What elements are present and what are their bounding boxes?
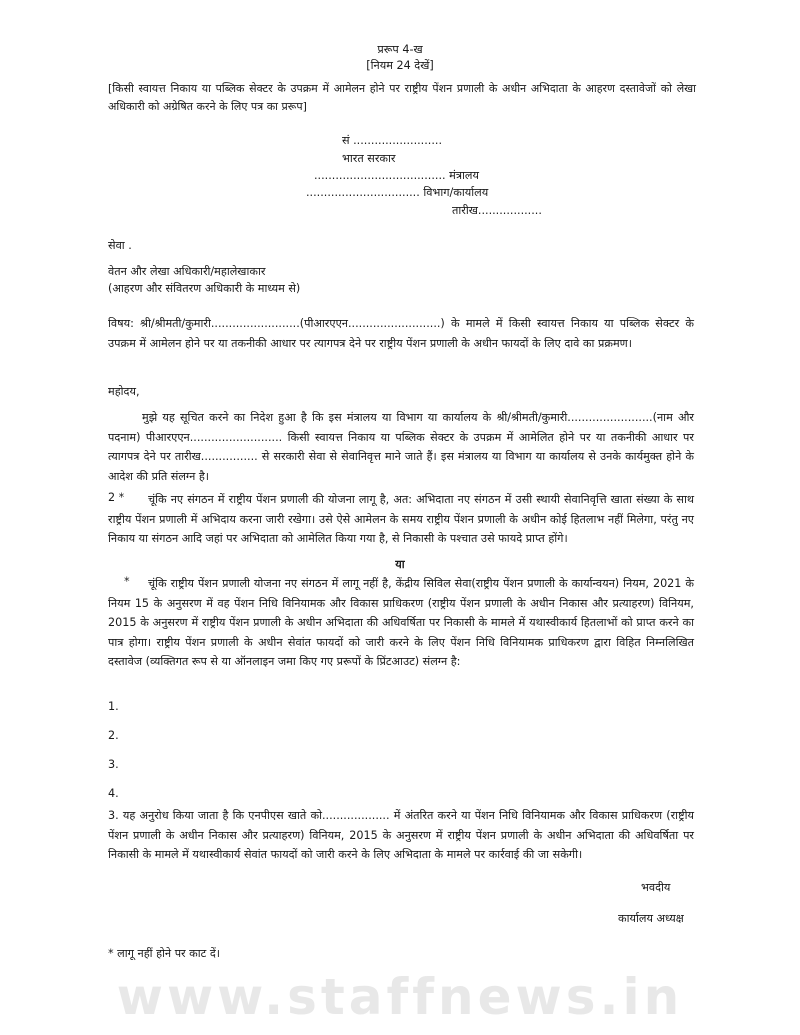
form-title: [किसी स्वायत्त निकाय या पब्लिक सेक्टर के उपक्रम में आमेलन होने पर राष्ट्रीय पेंशन प्रणाली के अधीन अभिदाता के आहरण दस्तावेजों को लेखा अधिकारी को अग्रेषित करने के लिए पत्र का प्ररूप] [108, 82, 696, 114]
attachment-item: 2. [108, 729, 119, 742]
ministry-line: ..................................... मंत्रालय [314, 169, 479, 182]
paragraph-2-number: 2 * [108, 491, 125, 504]
form-number: प्ररूप 4-ख [377, 43, 423, 56]
letter-number-line: सं ......................... [342, 134, 443, 147]
paragraph-2b-marker: * [124, 575, 130, 588]
paragraph-1: मुझे यह सूचित करने का निदेश हुआ है कि इस मंत्रालय या विभाग या कार्यालय के श्री/श्रीमती/कुमारी........................(नाम और पदनाम) पीआरएएन.......................... किसी स्वायत्त निकाय या पब्लिक सेक्टर के उपक्रम में आमेलित होने पर या तकनीकी आधार पर त्यागपत्र देने पर तारीख................ से सरकारी सेवा से सेवानिवृत्त माने जाते हैं। इस मंत्रालय या विभाग या कार्यालय से उनके कार्यमुक्त होने के आदेश की प्रति संलग्न है। [108, 411, 694, 483]
department-line: ................................ विभाग/कार्यालय [306, 186, 489, 199]
closing: भवदीय [641, 881, 671, 894]
attachment-item: 1. [108, 700, 119, 713]
paragraph-2b: चूंकि राष्ट्रीय पेंशन प्रणाली योजना नए संगठन में लागू नहीं है, केंद्रीय सिविल सेवा(राष्ट्रीय पेंशन प्रणाली के कार्यान्वयन) नियम, 2021 के नियम 15 के अनुसरण में वह पेंशन निधि विनियामक और विकास प्राधिकरण (राष्ट्रीय पेंशन प्रणाली के अधीन निकास और प्रत्याहरण) विनियम, 2015 के अनुसरण में राष्ट्रीय पेंशन प्रणाली के अधीन अभिदाता की अधिवर्षिता पर निकासी के मामले में यथास्वीकार्य हितलाभों को प्राप्त करने का पात्र होगा। राष्ट्रीय पेंशन प्रणाली के अधीन सेवांत फायदों को जारी करने के लिए पेंशन निधि विनियामक प्राधिकरण द्वारा विहित निम्नलिखित दस्तावेज (व्यक्तिगत रूप से या ऑनलाइन जमा किए गए प्ररूपों के प्रिंटआउट) संलग्न है: [108, 577, 694, 669]
addressee-to: सेवा . [108, 239, 132, 252]
addressee-officer: वेतन और लेखा अधिकारी/महालेखाकार [108, 265, 266, 278]
subject-paragraph: विषय: श्री/श्रीमती/कुमारी.........................(पीआरएएन..........................) के मामले में किसी स्वायत्त निकाय या पब्लिक सेक्टर के उपक्रम में आमेलन होने पर या तकनीकी आधार पर त्यागपत्र देने पर राष्ट्रीय पेंशन प्रणाली के अधीन फायदों के लिए दावे का प्रक्रमण। [108, 317, 694, 350]
or-separator: या [395, 558, 405, 571]
rule-reference: [नियम 24 देखें] [366, 59, 434, 72]
paragraph-3: 3. यह अनुरोध किया जाता है कि एनपीएस खाते को................... में अंतरित करने या पेंशन निधि विनियामक और विकास प्राधिकरण (राष्ट्रीय पेंशन प्रणाली के अधीन निकास और प्रत्याहरण) विनियम, 2015 के अनुसरण में राष्ट्रीय पेंशन प्रणाली के अधीन अभिदाता की अधिवर्षिता पर निकासी के मामले में यथास्वीकार्य सेवांत फायदों को जारी करने के लिए अभिदाता के मामले पर कार्रवाई की जा सकेगी। [108, 809, 694, 862]
government-label: भारत सरकार [342, 152, 396, 165]
salutation: महोदय, [108, 385, 140, 398]
attachment-item: 4. [108, 787, 119, 800]
signatory: कार्यालय अध्यक्ष [618, 912, 684, 925]
date-line: तारीख.................. [452, 204, 542, 217]
footnote: * लागू नहीं होने पर काट दें। [108, 947, 221, 960]
attachment-item: 3. [108, 758, 119, 771]
paragraph-2: चूंकि नए संगठन में राष्ट्रीय पेंशन प्रणाली की योजना लागू है, अत: अभिदाता नए संगठन में उसी स्थायी सेवानिवृत्ति खाता संख्या के साथ राष्ट्रीय पेंशन प्रणाली में अभिदाय करना जारी रखेगा। उसे ऐसे आमेलन के समय राष्ट्रीय पेंशन प्रणाली के अधीन कोई हितलाभ नहीं मिलेगा, परंतु नए निकाय या संगठन आदि जहां पर अभिदाता को आमेलित किया गया है, से निकासी के पश्चात उसे फायदे प्राप्त होंगे। [108, 493, 694, 546]
addressee-via: (आहरण और संवितरण अधिकारी के माध्यम से) [108, 282, 301, 295]
watermark: www.staffnews.in [116, 968, 684, 1026]
